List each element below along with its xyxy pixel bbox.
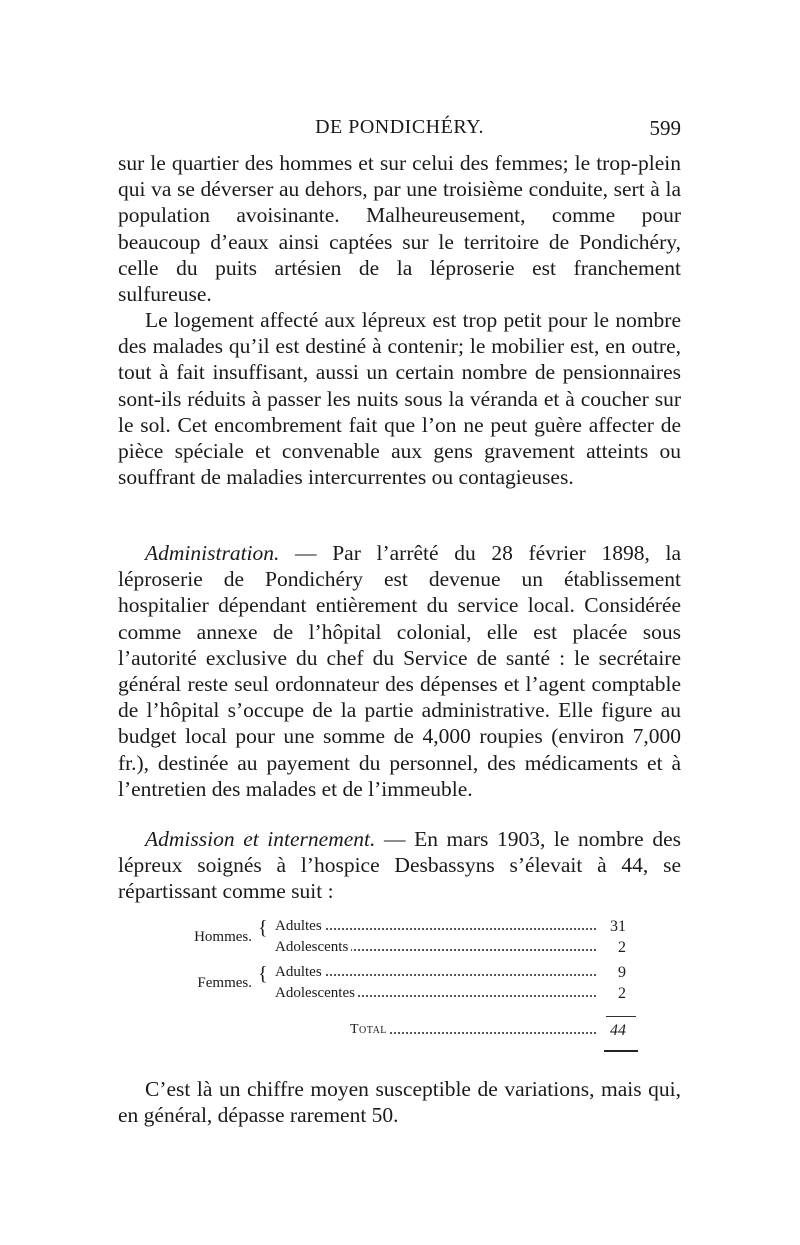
paragraph-conclusion: C’est là un chiffre moyen susceptible de variations, mais qui, en général, dépasse rarement 50. — [118, 1077, 681, 1128]
category-label-men: Hommes. — [194, 929, 252, 945]
section-heading-administration: Administration. — [145, 541, 280, 565]
patient-count-table — [170, 918, 640, 1058]
paragraph-admission — [118, 826, 681, 905]
paragraph-administration-body: — Par l’arrêté du 28 février 1898, la léproserie de Pondichéry est devenue un établissement hospitalier dépendant entièrement du service local. Considérée comme annexe de l’hôpital colonial, elle est placée sous l’autorité exclusive du chef du Service de santé : le secrétaire général reste seul ordonnateur des dépenses et l’agent comptable de l’hôpital s’occupe de la partie administrative. Elle figure au budget local pour une somme de 4,000 roupies (environ 7,000 fr.), destinée au payement du personnel, des médicaments et à l’entretien des malades et de l’immeuble. — [118, 541, 681, 801]
brace-icon: { — [258, 963, 268, 985]
row-value: 2 — [618, 939, 626, 956]
brace-icon: { — [258, 917, 268, 939]
category-label-women: Femmes. — [197, 975, 252, 991]
row-value: 31 — [610, 918, 626, 935]
paragraph-2: Le logement affecté aux lépreux est trop petit pour le nombre des malades qu’il est destiné à contenir; le mobilier est, en outre, tout à fait insuffisant, aussi un certain nombre de pensionnaires sont-ils réduits à passer les nuits sous la véranda et à coucher sur le sol. Cet encombrement fait que l’on ne peut guère affecter de pièce spéciale et convenable aux gens gravement atteints ou souffrant de maladies intercurrentes ou contagieuses. — [118, 308, 681, 490]
row-label: Adolescents — [275, 939, 351, 956]
running-header — [118, 112, 681, 142]
paragraph-1: sur le quartier des hommes et sur celui des femmes; le trop-plein qui va se déverser au dehors, par une troisième conduite, sert à la population avoisinante. Malheureusement, comme pour beaucoup d’eaux ainsi captées sur le territoire de Pondichéry, celle du puits artésien de la léproserie est franchement sulfureuse. — [118, 151, 681, 307]
total-label: Total — [350, 1022, 390, 1038]
total-value: 44 — [610, 1022, 626, 1039]
total-underline — [604, 1050, 638, 1052]
section-heading-admission: Admission et internement. — [145, 827, 376, 851]
paragraph-admission-body: — En mars 1903, le nombre des lépreux soignés à l’hospice Desbassyns s’élevait à 44, se répartissant comme suit : — [118, 827, 681, 904]
row-label: Adultes — [275, 918, 325, 935]
row-label: Adolescentes — [275, 985, 358, 1002]
row-label: Adultes — [275, 964, 325, 981]
table-row — [170, 963, 640, 991]
running-title: DE PONDICHÉRY. — [315, 116, 484, 138]
row-value: 2 — [618, 985, 626, 1002]
sum-rule — [606, 1016, 636, 1017]
total-row — [170, 1022, 640, 1044]
row-value: 9 — [618, 964, 626, 981]
table-row — [170, 917, 640, 945]
table-row — [170, 985, 640, 1007]
table-row — [170, 939, 640, 961]
page-number: 599 — [649, 116, 681, 140]
paragraph-administration — [118, 540, 681, 802]
